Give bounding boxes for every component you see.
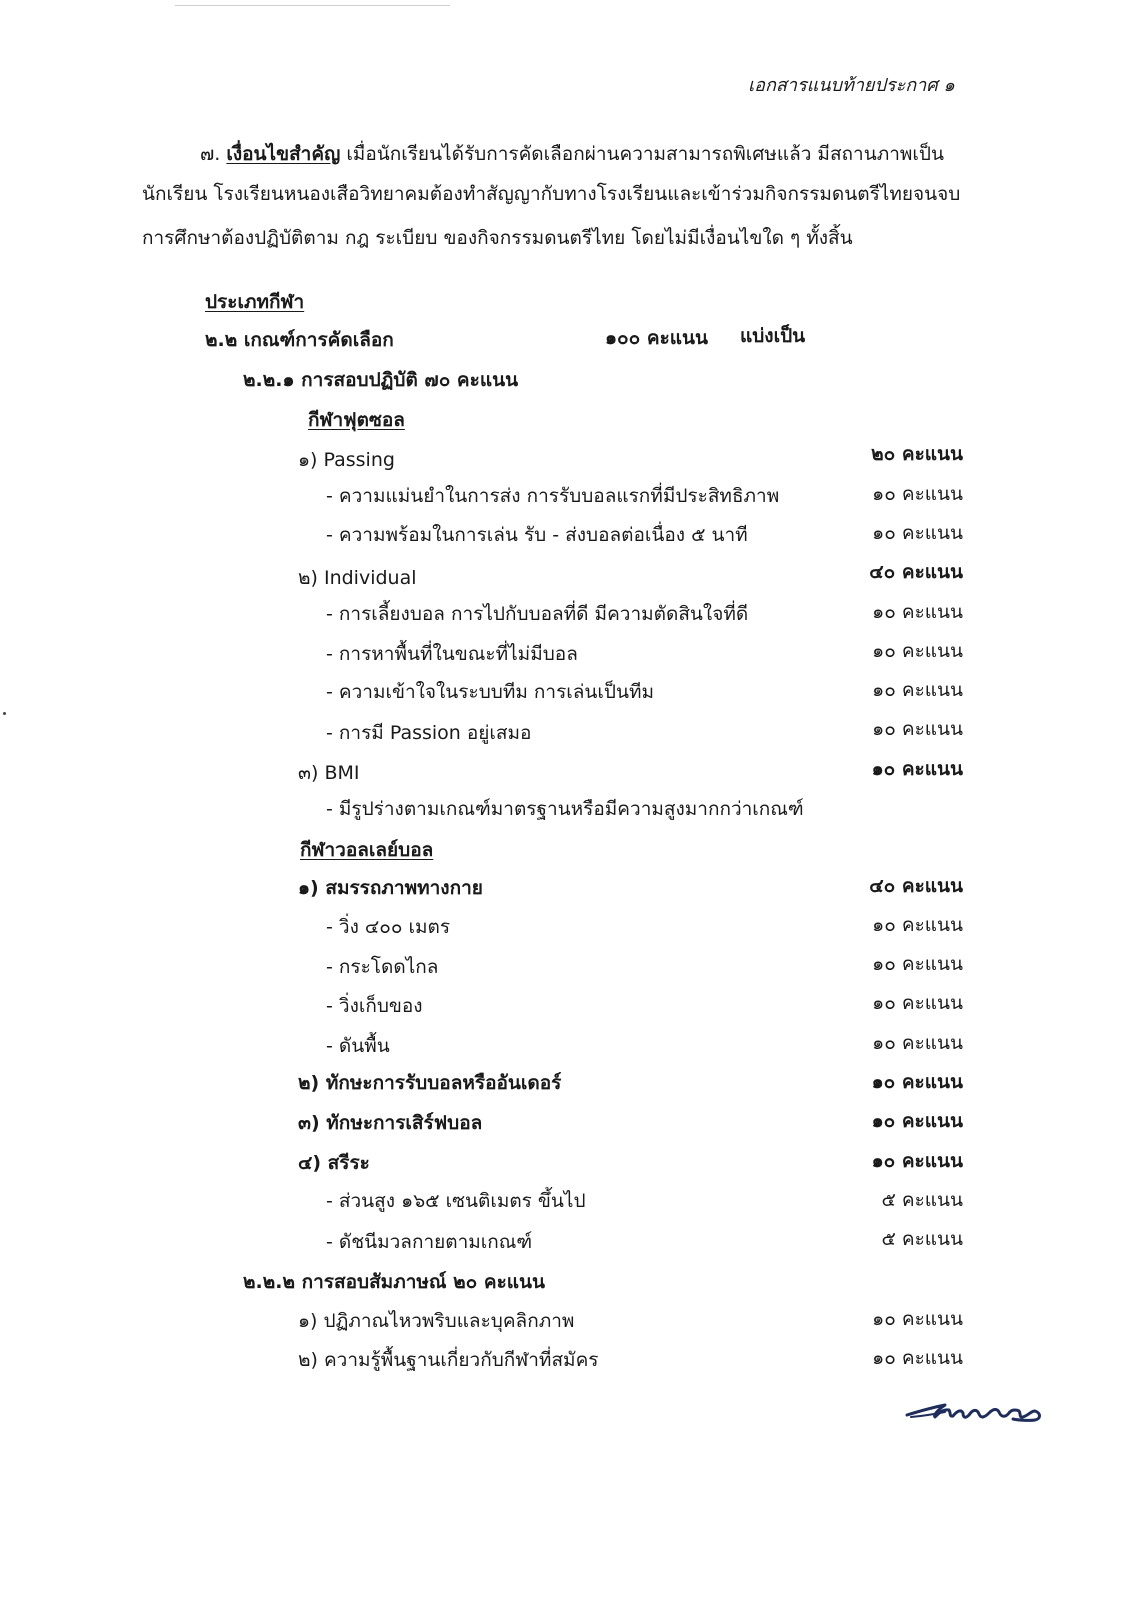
volleyball-physique-item-2-score: ๕ คะแนน bbox=[881, 1228, 963, 1250]
volleyball-serve-score: ๑๐ คะแนน bbox=[871, 1110, 963, 1132]
volleyball-receive: ๒) ทักษะการรับบอลหรืออันเดอร์ bbox=[298, 1072, 562, 1094]
volleyball-physique: ๔) สรีระ bbox=[298, 1152, 370, 1174]
criteria-split: แบ่งเป็น bbox=[740, 325, 806, 347]
football-individual-item-4-score: ๑๐ คะแนน bbox=[872, 718, 963, 740]
interview-item-2: ๒) ความรู้พื้นฐานเกี่ยวกับกีฬาที่สมัคร bbox=[298, 1349, 599, 1371]
football-individual-item-1-score: ๑๐ คะแนน bbox=[872, 601, 963, 623]
football-bmi: ๓) BMI bbox=[298, 762, 360, 784]
scan-top-line bbox=[175, 5, 450, 6]
clause-number: ๗. bbox=[200, 143, 221, 165]
volleyball-fitness-score: ๔๐ คะแนน bbox=[869, 875, 963, 897]
volleyball-fitness-item-2-score: ๑๐ คะแนน bbox=[872, 953, 963, 975]
football-passing-score: ๒๐ คะแนน bbox=[871, 443, 963, 465]
football-passing: ๑) Passing bbox=[298, 449, 395, 471]
volleyball-physique-item-1-score: ๕ คะแนน bbox=[881, 1189, 963, 1211]
handwritten-signature bbox=[905, 1393, 1050, 1433]
football-individual-item-2: - การหาพื้นที่ในขณะที่ไม่มีบอล bbox=[326, 643, 578, 665]
football-title: กีฬาฟุตซอล bbox=[308, 409, 405, 431]
football-passing-item-1-score: ๑๐ คะแนน bbox=[872, 483, 963, 505]
volleyball-fitness-item-3: - วิ่งเก็บของ bbox=[326, 995, 423, 1017]
attachment-header: เอกสารแนบท้ายประกาศ ๑ bbox=[748, 75, 955, 96]
clause-line-2: นักเรียน โรงเรียนหนองเสือวิทยาคมต้องทำสัญญากับทางโรงเรียนและเข้าร่วมกิจกรรมดนตรีไทยจนจบ bbox=[142, 183, 961, 205]
volleyball-fitness-item-1: - วิ่ง ๔๐๐ เมตร bbox=[326, 916, 451, 938]
volleyball-physique-item-2: - ดัชนีมวลกายตามเกณฑ์ bbox=[326, 1231, 533, 1253]
interview-item-1-score: ๑๐ คะแนน bbox=[872, 1308, 963, 1330]
volleyball-fitness-item-4-score: ๑๐ คะแนน bbox=[872, 1032, 963, 1054]
football-individual-item-3-score: ๑๐ คะแนน bbox=[872, 679, 963, 701]
volleyball-fitness-item-3-score: ๑๐ คะแนน bbox=[872, 992, 963, 1014]
football-individual-score: ๔๐ คะแนน bbox=[869, 561, 963, 583]
clause-line-1-text: เมื่อนักเรียนได้รับการคัดเลือกผ่านความสามารถพิเศษแล้ว มีสถานภาพเป็น bbox=[346, 143, 944, 165]
football-passing-item-2: - ความพร้อมในการเล่น รับ - ส่งบอลต่อเนื่อง ๕ นาที bbox=[326, 524, 748, 546]
football-individual-item-2-score: ๑๐ คะแนน bbox=[872, 640, 963, 662]
section-title: ประเภทกีฬา bbox=[205, 291, 305, 313]
scan-edge-mark bbox=[3, 712, 6, 715]
interview-heading: ๒.๒.๒ การสอบสัมภาษณ์ ๒๐ คะแนน bbox=[243, 1271, 546, 1293]
practical-heading: ๒.๒.๑ การสอบปฏิบัติ ๗๐ คะแนน bbox=[243, 369, 519, 391]
football-passing-item-2-score: ๑๐ คะแนน bbox=[872, 522, 963, 544]
football-individual: ๒) Individual bbox=[298, 567, 417, 589]
interview-item-1: ๑) ปฏิภาณไหวพริบและบุคลิกภาพ bbox=[298, 1310, 575, 1332]
volleyball-fitness: ๑) สมรรถภาพทางกาย bbox=[298, 877, 483, 899]
clause-title: เงื่อนไขสำคัญ bbox=[226, 143, 341, 165]
clause-line-3: การศึกษาต้องปฏิบัติตาม กฎ ระเบียบ ของกิจกรรมดนตรีไทย โดยไม่มีเงื่อนไขใด ๆ ทั้งสิ้น bbox=[142, 227, 853, 249]
football-bmi-score: ๑๐ คะแนน bbox=[871, 758, 963, 780]
criteria-total: ๑๐๐ คะแนน bbox=[605, 327, 709, 349]
football-individual-item-3: - ความเข้าใจในระบบทีม การเล่นเป็นทีม bbox=[326, 681, 655, 703]
volleyball-serve: ๓) ทักษะการเสิร์ฟบอล bbox=[298, 1112, 483, 1134]
football-bmi-item-1: - มีรูปร่างตามเกณฑ์มาตรฐานหรือมีความสูงมากกว่าเกณฑ์ bbox=[326, 798, 804, 820]
interview-item-2-score: ๑๐ คะแนน bbox=[872, 1347, 963, 1369]
clause-line-1 bbox=[200, 142, 944, 166]
volleyball-title: กีฬาวอลเลย์บอล bbox=[300, 839, 434, 861]
football-passing-item-1: - ความแม่นยำในการส่ง การรับบอลแรกที่มีประสิทธิภาพ bbox=[326, 485, 780, 507]
volleyball-fitness-item-4: - ดันพื้น bbox=[326, 1035, 390, 1057]
volleyball-physique-item-1: - ส่วนสูง ๑๖๕ เซนติเมตร ขึ้นไป bbox=[326, 1190, 586, 1212]
volleyball-fitness-item-1-score: ๑๐ คะแนน bbox=[872, 914, 963, 936]
criteria-label: ๒.๒ เกณฑ์การคัดเลือก bbox=[205, 329, 394, 351]
volleyball-fitness-item-2: - กระโดดไกล bbox=[326, 956, 439, 978]
football-individual-item-4: - การมี Passion อยู่เสมอ bbox=[326, 722, 532, 744]
football-individual-item-1: - การเลี้ยงบอล การไปกับบอลที่ดี มีความตัดสินใจที่ดี bbox=[326, 603, 749, 625]
volleyball-physique-score: ๑๐ คะแนน bbox=[871, 1150, 963, 1172]
volleyball-receive-score: ๑๐ คะแนน bbox=[871, 1071, 963, 1093]
